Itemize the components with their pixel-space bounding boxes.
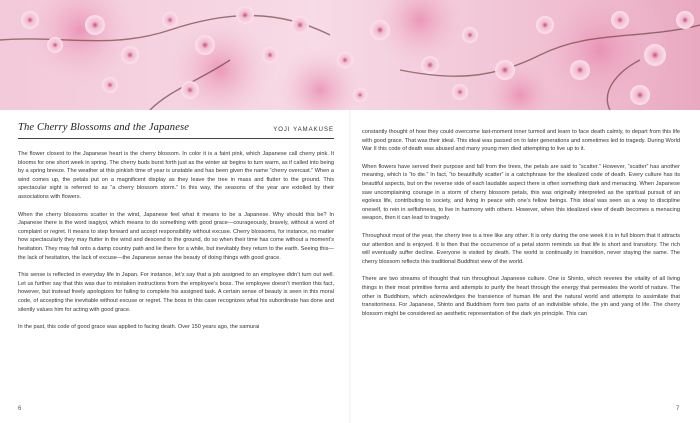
article-header	[18, 124, 334, 139]
article-title: The Cherry Blossoms and the Japanese	[18, 122, 190, 133]
cherry-blossom-photo-icon	[0, 0, 700, 110]
paragraph: In the past, this code of good grace was applied to facing death. Over 150 years ago, the samurai	[18, 324, 260, 331]
paragraph: constantly thought of how they could overcome last-moment inner turmoil and learn to face death calmly, to depart from this life with good grace. That was their ideal. This ideal was passed on to later generations and sometimes led to tragedy. During World War II this code of death was abused and many young men died attempting to live up to it.	[362, 129, 680, 153]
paragraph: This sense is reflected in everyday life in Japan. For instance, let’s say that a job assigned to an employee didn’t turn out well. Let us further say that this was due to mistaken instructions from the employee’s boss. The employee doesn’t mention this fact, however, but instead freely apologizes for failing to complete his assigned task. A certain sense of beauty is seen in this moral code, of accepting the inevitable without excuse or regret. The boss in this case recognizes what his subordinate has done and silently values him for acting with good grace.	[18, 272, 334, 313]
paragraph: The flower closest to the Japanese heart is the cherry blossom. In color it is a faint pink, which Japanese call cherry pink. It blooms for one short week in spring. The cherry buds burst forth just as the winter air begins to turn warm, as if called into being by a spring breeze. The weather at this pinkish time of year is unstable and has been given the name “cherry overcast.” When a wind comes up, the petals put on a magnificent display as they leave the tree in mass and flutter to the ground. This spectacular sight is referred to as “a cherry blossom storm.” In this way, the seasons of the year are extolled by their associations with flowers.	[18, 151, 334, 200]
article-author: YOJI YAMAKUSE	[273, 127, 334, 133]
page-number-left: 6	[18, 406, 22, 412]
paragraph: When the cherry blossoms scatter in the wind, Japanese feel what it means to be a Japanese. Why should this be? In Japanese there is the word isagiyoi, which means to do something with good grace—courageously, bravely, without a word of complaint or regret. It means to step forward and accept responsibility without excuse. Cherry blossoms, for instance, no matter how spectacularly they may flutter in the wind and descend to the ground, do so when their time has come without a moment’s hesitation. They may fall onto a damp country path and lie there for a while, but inevitably they return to the earth. Seeing this—the lack of hesitation, the lack of excuse—the Japanese sense the beauty of doing things with good grace.	[18, 211, 334, 261]
right-page-column	[362, 128, 680, 327]
left-page-column	[18, 124, 334, 341]
paragraph: There are two streams of thought that run throughout Japanese culture. One is Shinto, which reveres the vitality of all living things in their most primitive forms and attempts to purify the heart through the energy that permeates the world of nature. The other is Buddhism, which acknowledges the transience of human life and the natural world and attempts to assimilate that transitoriness. For Japanese, Shinto and Buddhism form two parts of an indivisible whole, the yin and yang of life. The cherry blossom might be considered an aesthetic representation of the dark yin principle. This can	[362, 276, 680, 317]
cherry-blossom-banner	[0, 0, 700, 110]
paragraph: When flowers have served their purpose and fall from the trees, the petals are said to “scatter.” However, “scatter” has another meaning, which is “to die.” In fact, “to beautifully scatter” is a catchphrase for the idealized code of death. Every culture has its beautiful aspects, but on the reverse side of each laudable aspect there is often something dark and menacing. When Japanese saw uncomplaining courage in a storm of cherry blossom petals, this was originally interpreted as the spiritual pursuit of an egoless life, contributing to society, and living in peace with one’s fellow beings. This ideal was seen as a way to discipline oneself, to rein in selfishness, to live in harmony with others. However, when this idealized view of death becomes a menacing weapon, then it can lead to tragedy.	[362, 163, 680, 222]
paragraph: Throughout most of the year, the cherry tree is a tree like any other. It is only during the one week it is in full bloom that it attracts our attention and is enjoyed. It is then that the occurrence of a petal storm reminds us that life is short and transitory. The rich will eventually suffer decline. Everyone is visited by death. The world is continually in transition, never staying the same. The cherry blossom reflects this traditional Buddhist view of the world.	[362, 232, 680, 265]
page-gutter	[349, 110, 351, 423]
page-number-right: 7	[676, 406, 680, 412]
